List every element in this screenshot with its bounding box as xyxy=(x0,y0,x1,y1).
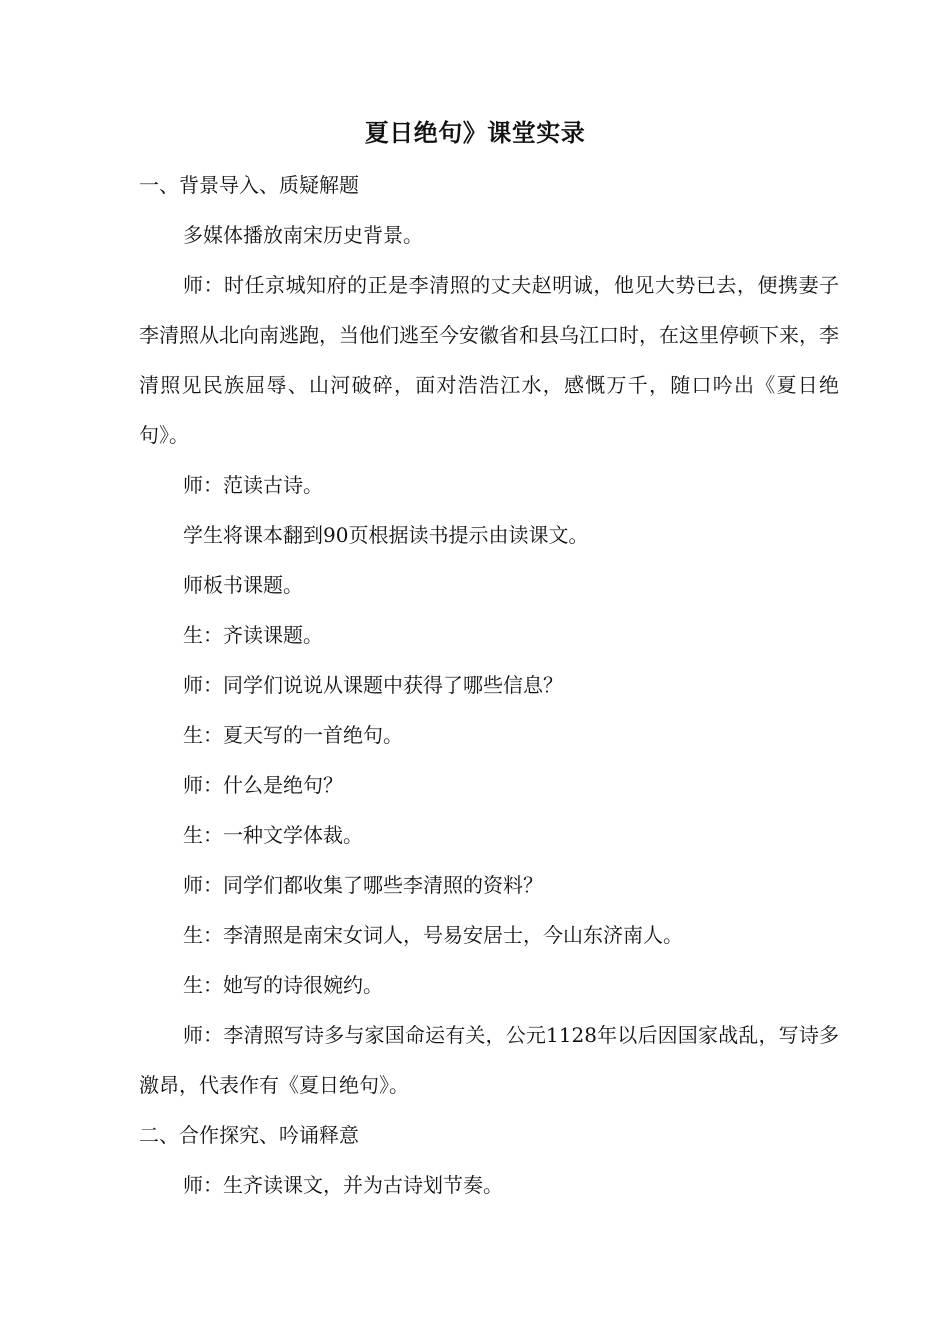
paragraph: 生：夏天写的一首绝句。 xyxy=(183,723,403,747)
section-heading: 二、合作探究、吟诵释意 xyxy=(139,1123,359,1147)
section-heading: 一、背景导入、质疑解题 xyxy=(139,173,359,197)
paragraph: 师：时任京城知府的正是李清照的丈夫赵明诚，他见大势已去，便携妻子李清照从北向南逃跑，当他们逃至今安徽省和县乌江口时，在这里停顿下来，李清照见民族屈辱、山河破碎，面对浩浩江水，感慨万千，随口吟出《夏日绝句》。 xyxy=(139,273,839,447)
paragraph: 师：生齐读课文，并为古诗划节奏。 xyxy=(183,1173,503,1197)
paragraph: 师：同学们说说从课题中获得了哪些信息？ xyxy=(183,673,563,697)
paragraph: 学生将课本翻到90页根据读书提示由读课文。 xyxy=(183,523,589,547)
paragraph: 多媒体播放南宋历史背景。 xyxy=(183,223,423,247)
paragraph: 师：什么是绝句？ xyxy=(183,773,343,797)
paragraph: 生：她写的诗很婉约。 xyxy=(183,973,383,997)
paragraph: 师板书课题。 xyxy=(183,573,303,597)
paragraph: 师：李清照写诗多与家国命运有关，公元1128年以后因国家战乱，写诗多激昂，代表作有《夏日绝句》。 xyxy=(139,1023,839,1097)
paragraph: 生：李清照是南宋女词人，号易安居士，今山东济南人。 xyxy=(183,923,683,947)
paragraph: 师：范读古诗。 xyxy=(183,473,323,497)
document-title: 夏日绝句》课堂实录 xyxy=(364,119,586,147)
paragraph: 师：同学们都收集了哪些李清照的资料？ xyxy=(183,873,543,897)
paragraph: 生：一种文学体裁。 xyxy=(183,823,363,847)
document-body xyxy=(139,160,839,1210)
paragraph: 生：齐读课题。 xyxy=(183,623,323,647)
